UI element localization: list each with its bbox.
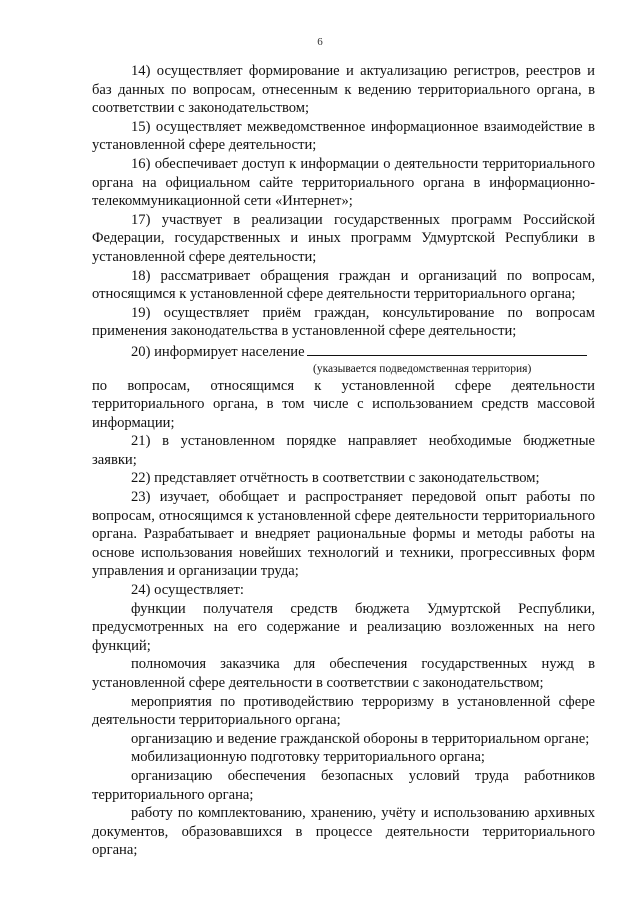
item-23: 23) изучает, обобщает и распространяет передовой опыт работы по вопросам, относящимся к установленной сфере деятельности территориального органа. Разрабатывает и внедряет рациональные формы и методы работы на основе использования новейших технологий и техники, прогрессивных форм управления и организации труда; <box>92 489 595 580</box>
page-number: 6 <box>317 36 323 48</box>
item-24-sub: мероприятия по противодействию терроризму в установленной сфере деятельности территориального органа; <box>92 693 595 729</box>
item-21: 21) в установленном порядке направляет необходимые бюджетные заявки; <box>92 433 595 468</box>
item-20-hint: (указывается подведомственная территория) <box>313 362 532 375</box>
item-17: 17) участвует в реализации государственных программ Российской Федерации, государственных и иных программ Удмуртской Республики в установленной сфере деятельности; <box>92 211 595 265</box>
item-24-sub: функции получателя средств бюджета Удмуртской Республики, предусмотренных на его содержание и реализацию возложенных на него функций; <box>92 600 595 654</box>
document-body <box>92 62 595 860</box>
item-24-sub: работу по комплектованию, хранению, учёту и использованию архивных документов, образовавшихся в процессе деятельности территориального органа; <box>92 805 595 859</box>
item-19: 19) осуществляет приём граждан, консультирование по вопросам применения законодательства в установленной сфере деятельности; <box>92 304 595 340</box>
item-14: 14) осуществляет формирование и актуализацию регистров, реестров и баз данных по вопросам, отнесенным к ведению территориального органа, в соответствии с законодательством; <box>92 63 595 117</box>
item-24-sub: организацию и ведение гражданской обороны в территориальном органе; <box>131 730 590 747</box>
item-20-lead <box>92 341 595 362</box>
item-20-continuation: по вопросам, относящимся к установленной сфере деятельности территориального органа, в том числе с использованием средств массовой информации; <box>92 377 595 431</box>
item-24-sub: организацию обеспечения безопасных условий труда работников территориального органа; <box>92 767 595 803</box>
item-22: 22) представляет отчётность в соответствии с законодательством; <box>131 470 540 487</box>
item-16: 16) обеспечивает доступ к информации о деятельности территориального органа на официальном сайте территориального органа в информационно-телекоммуникационной сети «Интернет»; <box>92 155 595 210</box>
item-15: 15) осуществляет межведомственное информационное взаимодействие в установленной сфере деятельности; <box>92 118 595 154</box>
item-24-sub: полномочия заказчика для обеспечения государственных нужд в установленной сфере деятельности в соответствии с законодательством; <box>92 656 595 691</box>
item-24-sub: мобилизационную подготовку территориального органа; <box>131 749 485 766</box>
item-18: 18) рассматривает обращения граждан и организаций по вопросам, относящимся к установленной сфере деятельности территориального органа; <box>92 267 595 303</box>
item-24: 24) осуществляет: <box>131 582 244 599</box>
territory-blank-line <box>307 341 587 356</box>
item-20-lead-text: 20) информирует население <box>131 343 305 360</box>
